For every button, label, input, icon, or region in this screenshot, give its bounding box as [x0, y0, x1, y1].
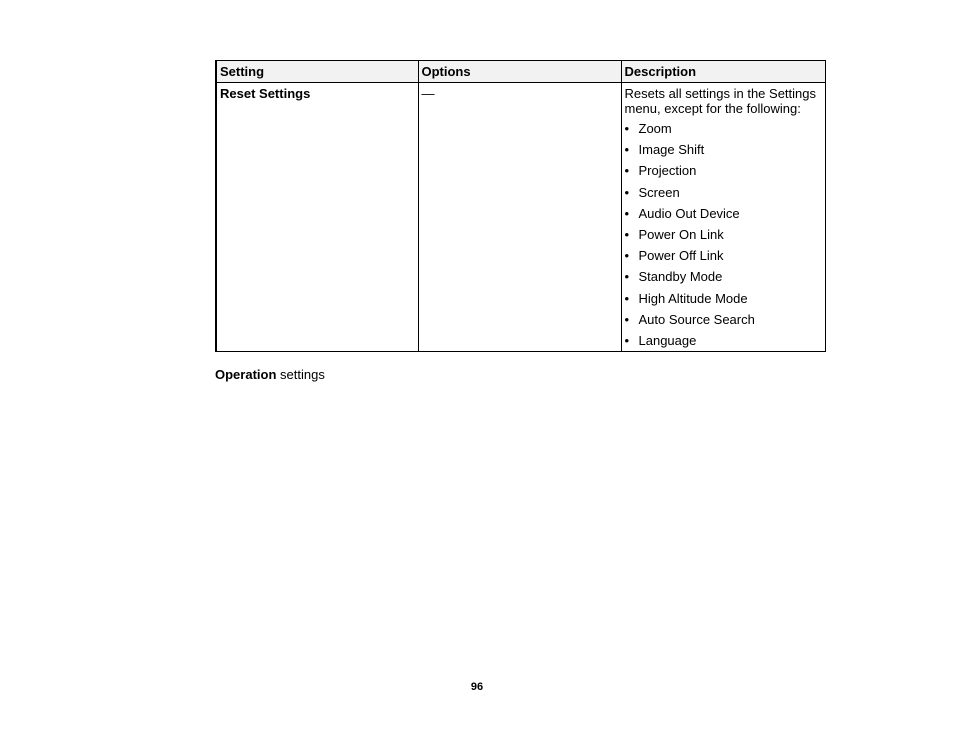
description-intro: Resets all settings in the Settings menu, except for the following:	[624, 86, 816, 116]
list-item-label: Zoom	[638, 121, 672, 136]
bullet-icon: •	[624, 311, 630, 327]
list-item-label: Projection	[638, 163, 697, 179]
table-header-row	[216, 61, 825, 83]
list-item-label: High Altitude Mode	[638, 290, 748, 306]
settings-table	[215, 60, 826, 352]
bullet-icon: •	[624, 121, 630, 136]
list-item-label: Auto Source Search	[638, 311, 755, 327]
bullet-icon: •	[624, 184, 630, 200]
list-item	[625, 142, 822, 157]
list-item	[625, 333, 822, 348]
header-description: Description	[621, 61, 825, 83]
bullet-icon: •	[624, 290, 630, 306]
bullet-icon: •	[624, 142, 630, 158]
options-cell: —	[418, 83, 621, 352]
table-row	[216, 83, 825, 352]
list-item	[625, 269, 822, 284]
header-options: Options	[418, 61, 621, 83]
list-item-label: Standby Mode	[638, 269, 723, 285]
header-setting: Setting	[216, 61, 418, 83]
excluded-settings-list	[625, 121, 822, 348]
table-caption	[215, 367, 325, 382]
list-item-label: Language	[638, 332, 697, 348]
list-item-label: Audio Out Device	[638, 205, 740, 221]
list-item	[625, 248, 822, 263]
list-item	[625, 206, 822, 221]
description-cell	[621, 83, 825, 352]
list-item	[625, 121, 822, 136]
bullet-icon: •	[624, 226, 630, 242]
list-item	[625, 312, 822, 327]
list-item	[625, 291, 822, 306]
bullet-icon: •	[624, 248, 630, 264]
bullet-icon: •	[624, 332, 630, 348]
list-item-label: Image Shift	[638, 142, 705, 158]
list-item	[625, 227, 822, 242]
page-number: 96	[470, 681, 484, 693]
list-item-label: Screen	[638, 184, 680, 200]
caption-rest: settings	[276, 367, 325, 382]
caption-bold: Operation	[215, 367, 277, 382]
list-item-label: Power On Link	[638, 226, 724, 242]
list-item-label: Power Off Link	[638, 248, 724, 264]
bullet-icon: •	[624, 269, 630, 285]
bullet-icon: •	[624, 205, 630, 221]
list-item	[625, 163, 822, 178]
bullet-icon: •	[624, 163, 630, 179]
list-item	[625, 185, 822, 200]
setting-cell: Reset Settings	[216, 83, 418, 352]
